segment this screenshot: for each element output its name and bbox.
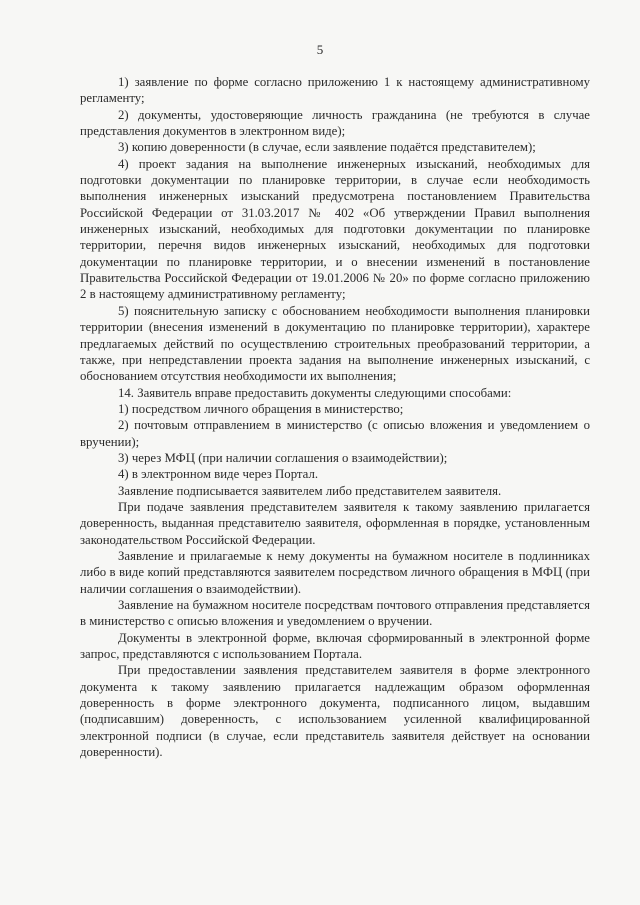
paragraph: 1) посредством личного обращения в министерство; bbox=[118, 401, 404, 416]
document-body bbox=[80, 74, 590, 760]
paragraph: При предоставлении заявления представителем заявителя в форме электронного документа к такому заявлению прилагается надлежащим образом оформленная доверенность в форме электронного документа, подписанного лицом, выдавшим (подписавшим) доверенность, с использованием усиленной квалифицированной электронной подписи (в случае, если представитель заявителя действует на основании доверенности). bbox=[80, 663, 590, 760]
paragraph: 14. Заявитель вправе предоставить документы следующими способами: bbox=[118, 385, 512, 400]
paragraph: 4) в электронном виде через Портал. bbox=[118, 467, 319, 482]
paragraph: Документы в электронной форме, включая сформированный в электронной форме запрос, представляются с использованием Портала. bbox=[80, 630, 590, 662]
paragraph: Заявление подписывается заявителем либо представителем заявителя. bbox=[118, 483, 502, 498]
paragraph: 2) документы, удостоверяющие личность гражданина (не требуются в случае представления документов в электронном виде); bbox=[80, 107, 590, 139]
paragraph: Заявление на бумажном носителе посредствам почтового отправления представляется в министерство с описью вложения и уведомлением о вручении. bbox=[80, 598, 590, 629]
paragraph: 2) почтовым отправлением в министерство (с описью вложения и уведомлением о вручении); bbox=[80, 418, 590, 449]
paragraph: 1) заявление по форме согласно приложению 1 к настоящему административному регламенту; bbox=[80, 75, 590, 106]
page-number: 5 bbox=[316, 42, 324, 57]
paragraph: 4) проект задания на выполнение инженерных изысканий, необходимых для подготовки документации по планировке территории, в случае если необходимость выполнения инженерных изысканий предусмотрена постановлением Правительства Российской Федерации от 31.03.2017 № 402 «Об утверждении Правил выполнения инженерных изысканий, необходимых для подготовки документации по планировке территории, перечня видов инженерных изысканий, необходимых для подготовки документации по планировке территории, и о внесении изменений в постановление Правительства Российской Федерации от 19.01.2006 № 20» по форме согласно приложению 2 в настоящему административному регламенту; bbox=[80, 156, 590, 302]
paragraph: При подаче заявления представителем заявителя к такому заявлению прилагается доверенность, выданная представителю заявителя, оформленная в порядке, установленным законодательством Российской Федерации. bbox=[80, 499, 590, 547]
paragraph: 5) пояснительную записку с обоснованием необходимости выполнения планировки территории (внесения изменений в документацию по планировке территории), характере предлагаемых действий по осуществлению строительных преобразований территории, а также, при непредставлении проекта задания на выполнение инженерных изысканий, с обоснованием отсутствия необходимости их выполнения; bbox=[80, 303, 590, 384]
paragraph: Заявление и прилагаемые к нему документы на бумажном носителе в подлинниках либо в виде копий представляются заявителем посредством личного обращения в МФЦ (при наличии соглашения о взаимодействии). bbox=[80, 548, 590, 596]
paragraph: 3) через МФЦ (при наличии соглашения о взаимодействии); bbox=[118, 450, 448, 465]
paragraph: 3) копию доверенности (в случае, если заявление подаётся представителем); bbox=[118, 140, 536, 155]
